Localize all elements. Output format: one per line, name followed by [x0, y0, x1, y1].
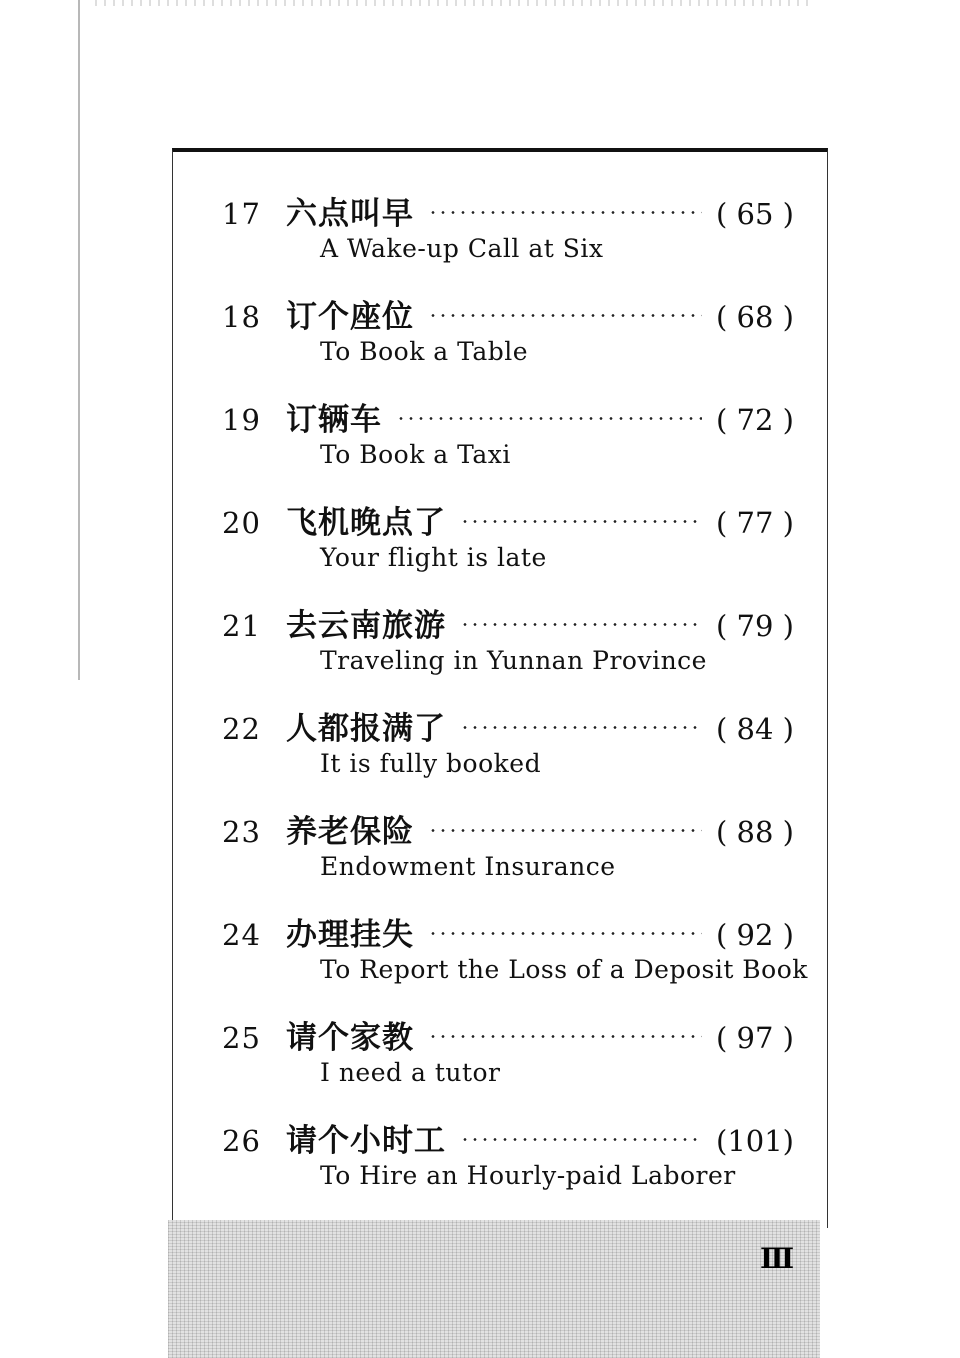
- toc-entry-line: [222, 291, 794, 335]
- toc-entry-line: [222, 600, 794, 644]
- dot-leader: [396, 417, 702, 420]
- page-number: ( 92 ): [716, 918, 794, 952]
- dot-leader: [428, 829, 702, 832]
- toc-entry-line: [222, 394, 794, 438]
- chapter-title-cn: 飞机晚点了: [286, 505, 446, 541]
- chapter-title-cn: 订辆车: [286, 402, 382, 438]
- toc-entry-19[interactable]: [222, 394, 792, 497]
- chapter-title-en: Your flight is late: [320, 543, 547, 572]
- chapter-number: 25: [222, 1021, 261, 1055]
- dot-leader: [460, 1138, 702, 1141]
- chapter-number: 21: [222, 609, 261, 643]
- chapter-title-cn: 人都报满了: [286, 711, 446, 747]
- page-folio: Ⅲ: [760, 1242, 795, 1275]
- page-number: (101): [716, 1124, 794, 1158]
- dot-leader: [460, 623, 702, 626]
- table-of-contents: [222, 188, 808, 1218]
- page-number: ( 72 ): [716, 403, 794, 437]
- chapter-number: 17: [222, 197, 261, 231]
- toc-entry-17[interactable]: [222, 188, 792, 291]
- chapter-title-en: To Report the Loss of a Deposit Book: [320, 955, 808, 984]
- halftone-footer-band: [168, 1220, 820, 1358]
- page-number: ( 68 ): [716, 300, 794, 334]
- toc-entry-line: [222, 806, 794, 850]
- chapter-title-en: To Book a Table: [320, 337, 529, 366]
- toc-entry-line: [222, 497, 794, 541]
- chapter-number: 24: [222, 918, 261, 952]
- chapter-title-en: To Book a Taxi: [320, 440, 511, 469]
- toc-entry-21[interactable]: [222, 600, 792, 703]
- dot-leader: [460, 520, 702, 523]
- page-number: ( 97 ): [716, 1021, 794, 1055]
- scan-specks: [95, 0, 815, 6]
- page-number: ( 65 ): [716, 197, 794, 231]
- chapter-title-cn: 养老保险: [286, 814, 414, 850]
- page-number: ( 88 ): [716, 815, 794, 849]
- chapter-title-en: Endowment Insurance: [320, 852, 616, 881]
- chapter-number: 18: [222, 300, 261, 334]
- chapter-title-en: A Wake-up Call at Six: [320, 234, 604, 263]
- toc-entry-line: [222, 1012, 794, 1056]
- chapter-title-en: Traveling in Yunnan Province: [320, 646, 707, 675]
- dot-leader: [428, 932, 702, 935]
- chapter-number: 20: [222, 506, 261, 540]
- chapter-title-en: It is fully booked: [320, 749, 542, 778]
- chapter-title-cn: 六点叫早: [286, 196, 414, 232]
- chapter-title-cn: 办理挂失: [286, 917, 414, 953]
- chapter-number: 19: [222, 403, 261, 437]
- chapter-title-cn: 请个小时工: [286, 1123, 446, 1159]
- toc-entry-23[interactable]: [222, 806, 792, 909]
- toc-entry-18[interactable]: [222, 291, 792, 394]
- page-edge-line: [78, 0, 80, 680]
- dot-leader: [428, 1035, 702, 1038]
- chapter-number: 26: [222, 1124, 261, 1158]
- dot-leader: [460, 726, 702, 729]
- toc-entry-20[interactable]: [222, 497, 792, 600]
- chapter-title-cn: 去云南旅游: [286, 608, 446, 644]
- dot-leader: [428, 211, 702, 214]
- toc-entry-22[interactable]: [222, 703, 792, 806]
- toc-entry-line: [222, 1115, 794, 1159]
- chapter-title-cn: 订个座位: [286, 299, 414, 335]
- chapter-number: 23: [222, 815, 261, 849]
- chapter-title-cn: 请个家教: [286, 1020, 414, 1056]
- toc-entry-line: [222, 188, 794, 232]
- toc-entry-24[interactable]: [222, 909, 808, 1012]
- toc-entry-line: [222, 909, 794, 953]
- toc-entry-line: [222, 703, 794, 747]
- page-number: ( 79 ): [716, 609, 794, 643]
- page-number: ( 77 ): [716, 506, 794, 540]
- toc-entry-25[interactable]: [222, 1012, 792, 1115]
- chapter-number: 22: [222, 712, 261, 746]
- chapter-title-en: I need a tutor: [320, 1058, 501, 1087]
- toc-entry-26[interactable]: [222, 1115, 792, 1218]
- chapter-title-en: To Hire an Hourly-paid Laborer: [320, 1161, 736, 1190]
- dot-leader: [428, 314, 702, 317]
- page-number: ( 84 ): [716, 712, 794, 746]
